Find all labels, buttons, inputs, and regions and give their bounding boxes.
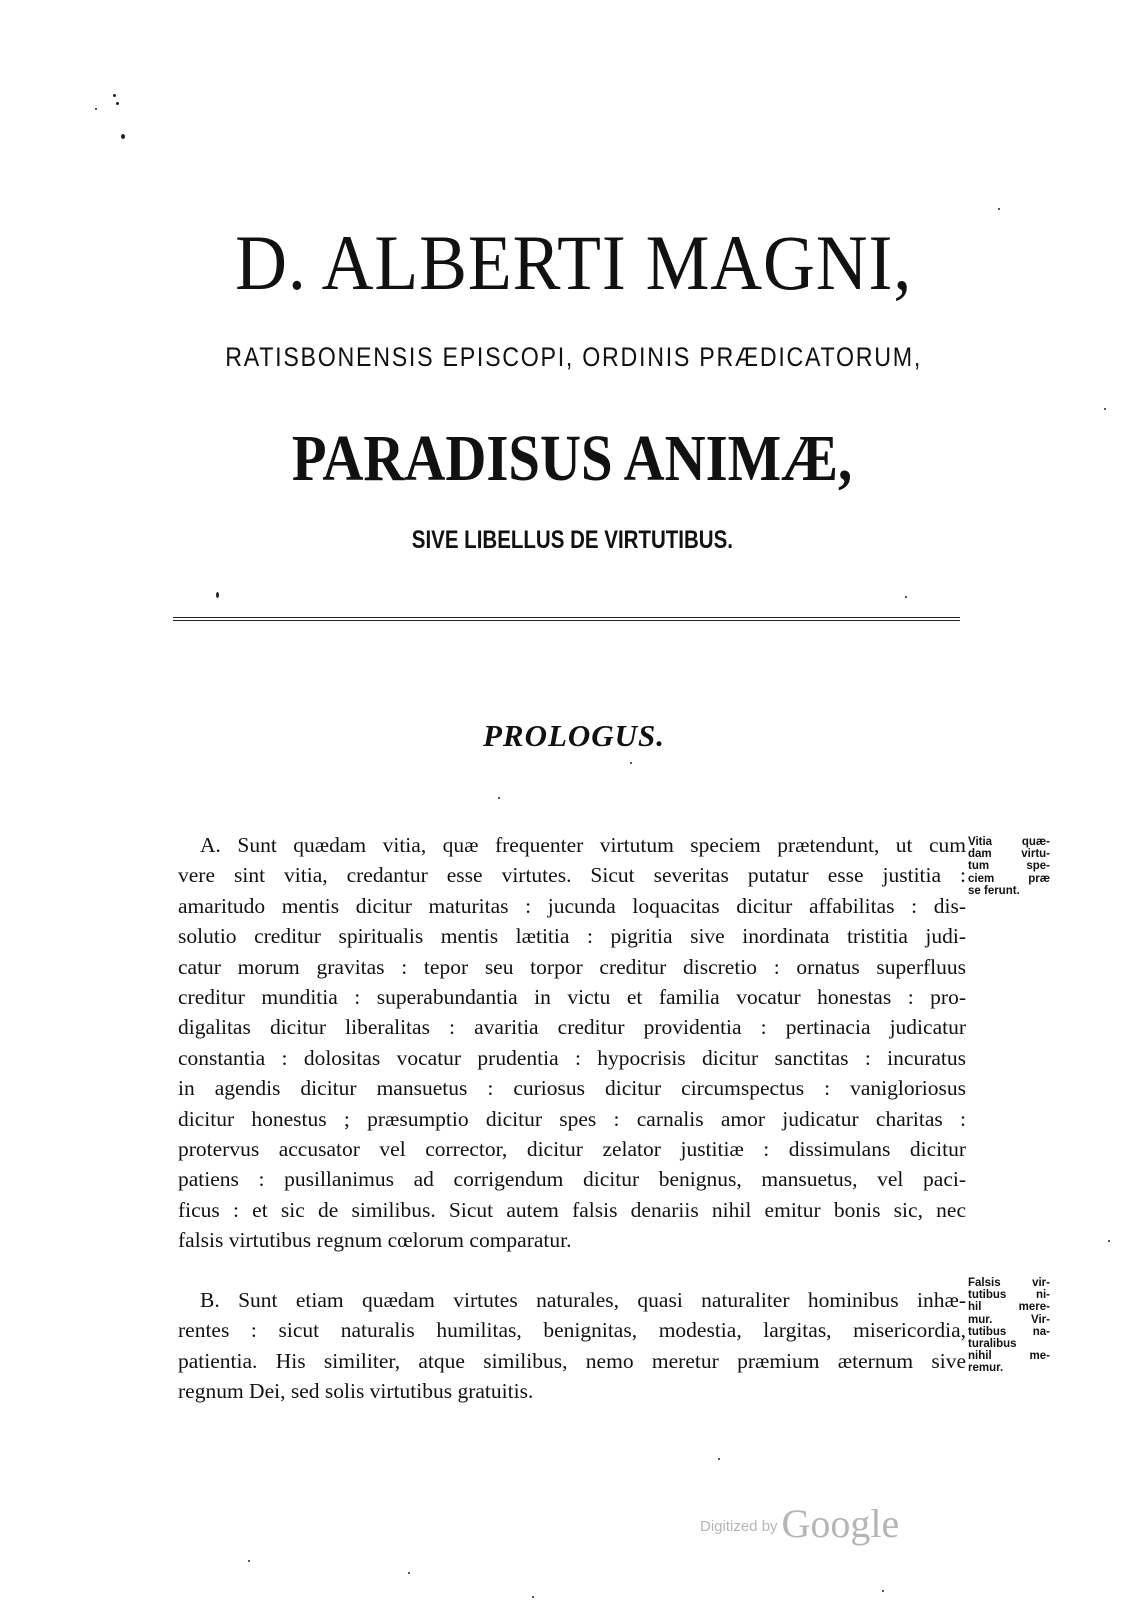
margin-note-b [968, 1277, 1050, 1375]
paragraph-line: dicitur honestus ; præsumptio dicitur spes : carnalis amor judicatur charitas : [178, 1106, 966, 1131]
paragraph-line: A. Sunt quædam vitia, quæ frequenter virtutum speciem prætendunt, ut cum [200, 833, 966, 857]
digitized-watermark [700, 1500, 899, 1547]
paragraph-line: vere sint vitia, credantur esse virtutes. Sicut severitas putatur esse justitia : [178, 863, 966, 888]
paragraph-line: in agendis dicitur mansuetus : curiosus dicitur circumspectus : vanigloriosus [178, 1076, 966, 1101]
margin-note-line: se ferunt. [968, 884, 1020, 897]
paragraph-a [178, 830, 966, 1256]
double-rule-divider [173, 617, 960, 621]
author-title: D. ALBERTI MAGNI, [235, 219, 913, 306]
section-heading: PROLOGUS. [482, 718, 666, 753]
google-wordmark: Google [781, 1501, 900, 1546]
margin-note-line: turalibus [968, 1338, 1017, 1351]
margin-note-line: tutibus na- [968, 1325, 1050, 1338]
work-subtitle: SIVE LIBELLUS DE VIRTUTIBUS. [411, 526, 733, 554]
paragraph-line: catur morum gravitas : tepor seu torpor creditur discretio : ornatus superfluus [178, 954, 966, 979]
margin-note-line: nihil me- [968, 1350, 1050, 1363]
paragraph-line: solutio creditur spiritualis mentis lætitia : pigritia sive inordinata tristitia judi- [178, 924, 966, 949]
margin-note-line: tutibus ni- [968, 1289, 1050, 1302]
paragraph-line: amaritudo mentis dicitur maturitas : jucunda loquacitas dicitur affabilitas : dis- [178, 893, 966, 918]
margin-note-line: Falsis vir- [968, 1277, 1050, 1289]
paragraph-line: B. Sunt etiam quædam virtutes naturales, quasi naturaliter hominibus inhæ- [200, 1288, 966, 1312]
author-titles: RATISBONENSIS EPISCOPI, ORDINIS PRÆDICATORUM, [225, 342, 922, 372]
paragraph-line: creditur munditia : superabundantia in victu et familia vocatur honestas : pro- [178, 985, 966, 1010]
margin-note-line: remur. [968, 1362, 1004, 1375]
paragraph-line: ficus : et sic de similibus. Sicut autem falsis denariis nihil emitur bonis sic, nec [178, 1197, 966, 1222]
paragraph-line: constantia : dolositas vocatur prudentia : hypocrisis dicitur sanctitas : incuratus [178, 1045, 966, 1070]
paragraph-line: rentes : sicut naturalis humilitas, benignitas, modestia, largitas, misericordia, [178, 1318, 966, 1343]
paragraph-line: patientia. His similiter, atque similibus, nemo meretur præmium æternum sive [178, 1348, 966, 1373]
margin-note-line: Vitia quæ- [968, 836, 1050, 848]
digitized-prefix: Digitized by [700, 1518, 778, 1535]
paragraph-line: digalitas dicitur liberalitas : avaritia creditur providentia : pertinacia judicatur [178, 1015, 966, 1040]
paragraph-b [178, 1285, 966, 1407]
paragraph-line: protervus accusator vel corrector, dicitur zelator justitiæ : dissimulans dicitur [178, 1137, 966, 1162]
margin-note-line: ciem præ [968, 872, 1050, 885]
margin-note-line: mur. Vir- [968, 1313, 1050, 1326]
paragraph-line: regnum Dei, sed solis virtutibus gratuitis. [178, 1379, 534, 1404]
margin-note-a [968, 836, 1050, 897]
margin-note-line: tum spe- [968, 860, 1050, 873]
paragraph-line: patiens : pusillanimus ad corrigendum dicitur benignus, mansuetus, vel paci- [178, 1167, 966, 1192]
paragraph-line: falsis virtutibus regnum cœlorum comparatur. [178, 1228, 572, 1253]
work-title: PARADISUS ANIMÆ, [291, 422, 853, 495]
margin-note-line: hil mere- [968, 1301, 1050, 1314]
margin-note-line: dam virtu- [968, 848, 1050, 861]
